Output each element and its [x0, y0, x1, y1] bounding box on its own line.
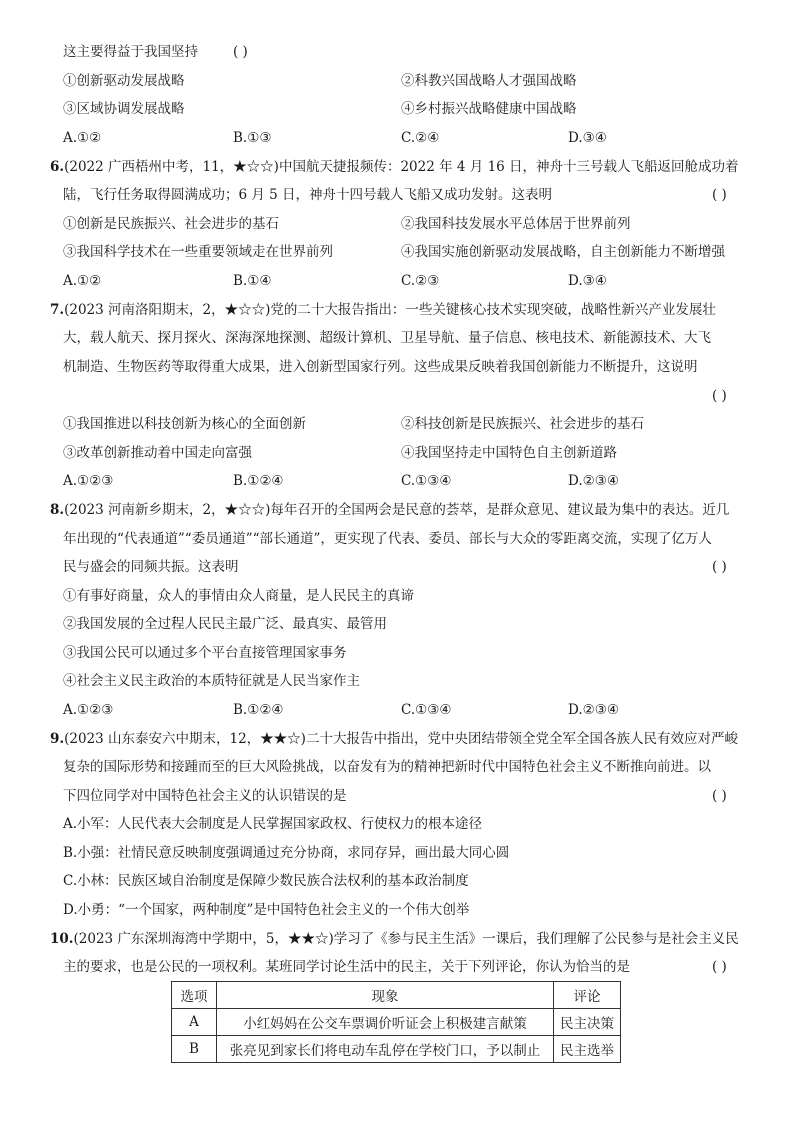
- q6-number: 6.: [50, 159, 65, 175]
- q8-option-4: ④社会主义民主政治的本质特征就是人民当家作主: [63, 673, 360, 689]
- q9-answer-paren: ( ): [712, 788, 727, 804]
- q8-number: 8.: [50, 502, 65, 518]
- q10-answer-paren: ( ): [712, 959, 727, 975]
- q10-options-table: [171, 981, 621, 1063]
- q10-number: 10.: [50, 931, 74, 947]
- q6-stem-line-2: 陆，飞行任务取得圆满成功；6 月 5 日，神舟十四号载人飞船又成功发射。这表明: [63, 187, 553, 203]
- q9-stem-line-1: 9.(2023 山东泰安六中期末，12，★★☆)二十大报告中指出，党中央团结带领全党全军全国各族人民有效应对严峻: [50, 731, 738, 747]
- q8-answer-d: D.②③④: [568, 702, 619, 718]
- q9-option-c: C.小林：民族区域自治制度是保障少数民族合法权利的基本政治制度: [63, 873, 469, 889]
- q5-answer-b: B.①③: [233, 130, 272, 146]
- q5-option-4: ④乡村振兴战略健康中国战略: [401, 101, 577, 117]
- q9-option-d: D.小勇：“一个国家，两种制度”是中国特色社会主义的一个伟大创举: [63, 902, 470, 918]
- q7-option-2: ②科技创新是民族振兴、社会进步的基石: [401, 416, 644, 432]
- q7-stem-line-2: 大，载人航天、探月探火、深海深地探测、超级计算机、卫星导航、量子信息、核电技术、新能源技术、大飞: [63, 330, 711, 346]
- q7-answer-paren: ( ): [712, 388, 727, 404]
- q6-answer-d: D.③④: [568, 273, 607, 289]
- q8-option-2: ②我国发展的全过程人民民主最广泛、最真实、最管用: [63, 616, 387, 632]
- q10-stem-line-1: 10.(2023 广东深圳海湾中学期中，5，★★☆)学习了《参与民主生活》一课后，我们理解了公民参与是社会主义民: [50, 931, 739, 947]
- q8-answer-c: C.①③④: [401, 702, 452, 718]
- q7-number: 7.: [50, 302, 65, 318]
- table-header-phenomenon: 现象: [217, 982, 554, 1009]
- q7-option-1: ①我国推进以科技创新为核心的全面创新: [63, 416, 306, 432]
- table-header-comment: 评论: [554, 982, 621, 1009]
- q9-option-a: A.小军：人民代表大会制度是人民掌握国家政权、行使权力的根本途径: [63, 816, 483, 832]
- q8-stem-line-2: 年出现的“代表通道”“委员通道”“部长通道”，更实现了代表、委员、部长与大众的零距离交流，实现了亿万人: [63, 531, 712, 547]
- q8-answer-a: A.①②③: [63, 702, 114, 718]
- table-cell-phenomenon: 张亮见到家长们将电动车乱停在学校门口，予以制止: [217, 1036, 554, 1063]
- table-cell-option: A: [172, 1009, 217, 1036]
- q5-answer-a: A.①②: [63, 130, 102, 146]
- q5-answer-c: C.②④: [401, 130, 440, 146]
- table-row: [172, 1009, 621, 1036]
- q7-answer-d: D.②③④: [568, 473, 619, 489]
- q6-option-2: ②我国科技发展水平总体居于世界前列: [401, 216, 631, 232]
- q8-answer-paren: ( ): [712, 559, 727, 575]
- q6-option-4: ④我国实施创新驱动发展战略，自主创新能力不断增强: [401, 244, 725, 260]
- q6-stem-line-1: 6.(2022 广西梧州中考，11，★☆☆)中国航天捷报频传：2022 年 4 月 16 日，神舟十三号载人飞船返回舱成功着: [50, 159, 739, 175]
- q5-answer-d: D.③④: [568, 130, 607, 146]
- q6-answer-b: B.①④: [233, 273, 272, 289]
- q7-option-4: ④我国坚持走中国特色自主创新道路: [401, 445, 617, 461]
- q9-option-b: B.小强：社情民意反映制度强调通过充分协商，求同存异，画出最大同心圆: [63, 845, 510, 861]
- q6-option-1: ①创新是民族振兴、社会进步的基石: [63, 216, 279, 232]
- q9-stem-line-3: 下四位同学对中国特色社会主义的认识错误的是: [63, 788, 347, 804]
- q8-option-3: ③我国公民可以通过多个平台直接管理国家事务: [63, 645, 347, 661]
- q6-answer-a: A.①②: [63, 273, 102, 289]
- q5-option-3: ③区域协调发展战略: [63, 101, 185, 117]
- q9-number: 9.: [50, 731, 65, 747]
- table-row: [172, 1036, 621, 1063]
- q6-answer-c: C.②③: [401, 273, 440, 289]
- table-cell-phenomenon: 小红妈妈在公交车票调价听证会上积极建言献策: [217, 1009, 554, 1036]
- table-header-option: 选项: [172, 982, 217, 1009]
- q8-option-1: ①有事好商量，众人的事情由众人商量，是人民民主的真谛: [63, 588, 414, 604]
- q7-answer-c: C.①③④: [401, 473, 452, 489]
- q8-stem-line-3: 民与盛会的同频共振。这表明: [63, 559, 239, 575]
- table-header-row: [172, 982, 621, 1009]
- q8-stem-line-1: 8.(2023 河南新乡期末，2，★☆☆)每年召开的全国两会是民意的荟萃，是群众意见、建议最为集中的表达。近几: [50, 502, 730, 518]
- q7-stem-line-1: 7.(2023 河南洛阳期末，2，★☆☆)党的二十大报告指出：一些关键核心技术实现突破，战略性新兴产业发展壮: [50, 302, 716, 318]
- table-cell-option: B: [172, 1036, 217, 1063]
- q6-answer-paren: ( ): [712, 187, 727, 203]
- q9-stem-line-2: 复杂的国际形势和接踵而至的巨大风险挑战，以奋发有为的精神把新时代中国特色社会主义不断推向前进。以: [63, 759, 711, 775]
- q7-answer-a: A.①②③: [63, 473, 114, 489]
- q8-answer-b: B.①②④: [233, 702, 284, 718]
- q5-option-1: ①创新驱动发展战略: [63, 73, 185, 89]
- q6-option-3: ③我国科学技术在一些重要领域走在世界前列: [63, 244, 333, 260]
- q5-option-2: ②科教兴国战略人才强国战略: [401, 73, 577, 89]
- q10-stem-line-2: 主的要求，也是公民的一项权利。某班同学讨论生活中的民主，关于下列评论，你认为恰当的是: [63, 959, 630, 975]
- q5-answer-paren: ( ): [233, 44, 248, 60]
- table-cell-comment: 民主选举: [554, 1036, 621, 1063]
- q5-stem-tail: 这主要得益于我国坚持: [63, 44, 198, 60]
- table-cell-comment: 民主决策: [554, 1009, 621, 1036]
- q7-answer-b: B.①②④: [233, 473, 284, 489]
- q7-stem-line-3: 机制造、生物医药等取得重大成果，进入创新型国家行列。这些成果反映着我国创新能力不断提升，这说明: [63, 359, 698, 375]
- q7-option-3: ③改革创新推动着中国走向富强: [63, 445, 252, 461]
